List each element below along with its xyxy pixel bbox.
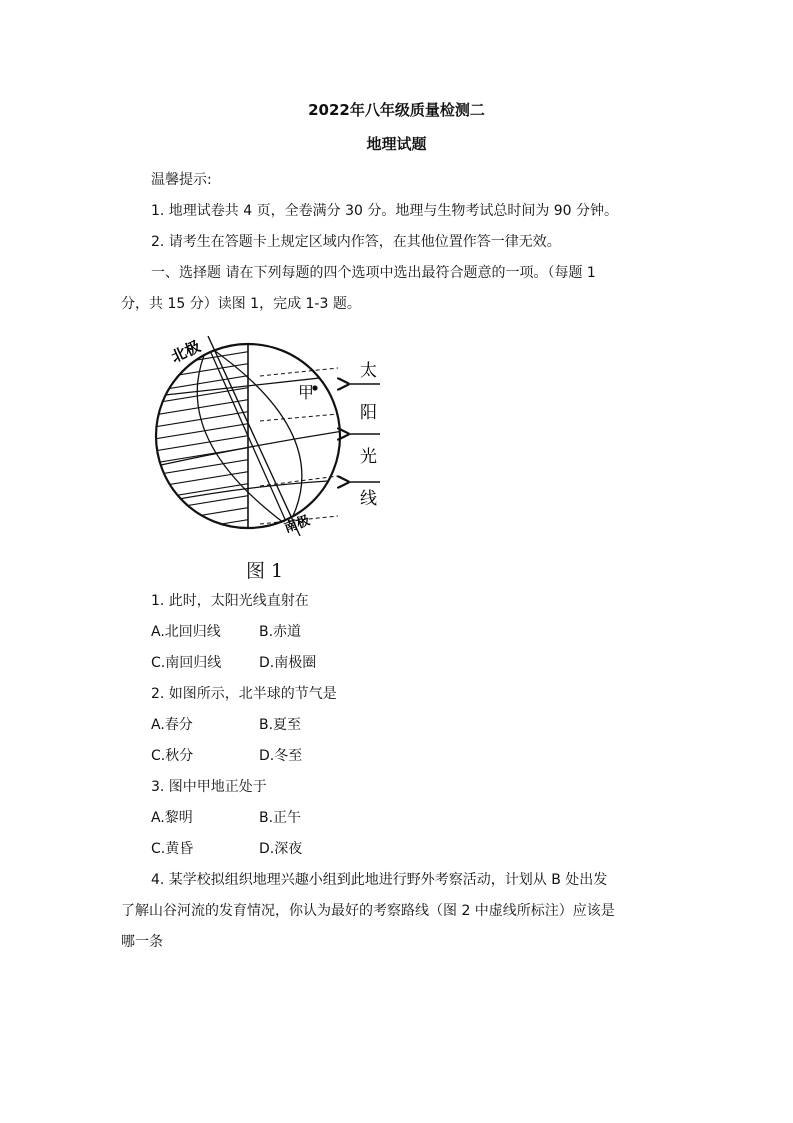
notes-heading: 温馨提示:	[151, 172, 212, 188]
note-item-2: 2. 请考生在答题卡上规定区域内作答，在其他位置作答一律无效。	[151, 234, 561, 250]
question-1-option-c: C.南回归线	[151, 655, 222, 671]
question-2-option-b: B.夏至	[259, 717, 302, 733]
question-3-option-c: C.黄昏	[151, 841, 194, 857]
label-north-pole: 北极	[168, 337, 204, 367]
sunlight-char-3: 光	[360, 447, 377, 467]
sunlight-char-1: 太	[360, 361, 377, 381]
note-item-1: 1. 地理试卷共 4 页，全卷满分 30 分。地理与生物考试总时间为 90 分钟。	[151, 203, 619, 219]
figure1-caption: 图 1	[246, 560, 284, 582]
question-2-option-c: C.秋分	[151, 748, 194, 764]
exam-subtitle: 地理试题	[366, 135, 427, 153]
exam-title: 2022年八年级质量检测二	[308, 101, 485, 119]
section-instruction-line2: 分，共 15 分）读图 1，完成 1-3 题。	[121, 296, 361, 312]
question-4-line1: 4. 某学校拟组织地理兴趣小组到此地进行野外考察活动，计划从 B 处出发	[151, 872, 608, 888]
question-1-stem: 1. 此时，太阳光线直射在	[151, 593, 309, 609]
question-2-option-d: D.冬至	[259, 748, 303, 764]
night-side-hatching	[148, 338, 258, 536]
question-1-option-b: B.赤道	[259, 624, 302, 640]
section-instruction-line1: 一、选择题 请在下列每题的四个选项中选出最符合题意的一项。（每题 1	[151, 265, 596, 281]
question-3-option-a: A.黎明	[151, 810, 193, 826]
question-2-stem: 2. 如图所示，北半球的节气是	[151, 686, 337, 702]
question-4-line3: 哪一条	[121, 934, 163, 950]
question-2-option-a: A.春分	[151, 717, 193, 733]
earth-illumination-diagram	[148, 336, 388, 536]
earth-axis	[208, 336, 300, 536]
question-4-line2: 了解山谷河流的发育情况，你认为最好的考察路线（图 2 中虚线所标注）应该是	[121, 903, 615, 919]
question-3-option-b: B.正午	[259, 810, 302, 826]
question-1-option-d: D.南极圈	[259, 655, 317, 671]
sunlight-char-4: 线	[360, 489, 377, 509]
question-3-option-d: D.深夜	[259, 841, 303, 857]
question-1-option-a: A.北回归线	[151, 624, 221, 640]
label-south-pole: 南极	[282, 513, 313, 536]
question-3-stem: 3. 图中甲地正处于	[151, 779, 267, 795]
label-jia: 甲	[298, 383, 315, 402]
sunlight-char-2: 阳	[360, 403, 377, 423]
sunlight-arrows	[348, 384, 380, 482]
